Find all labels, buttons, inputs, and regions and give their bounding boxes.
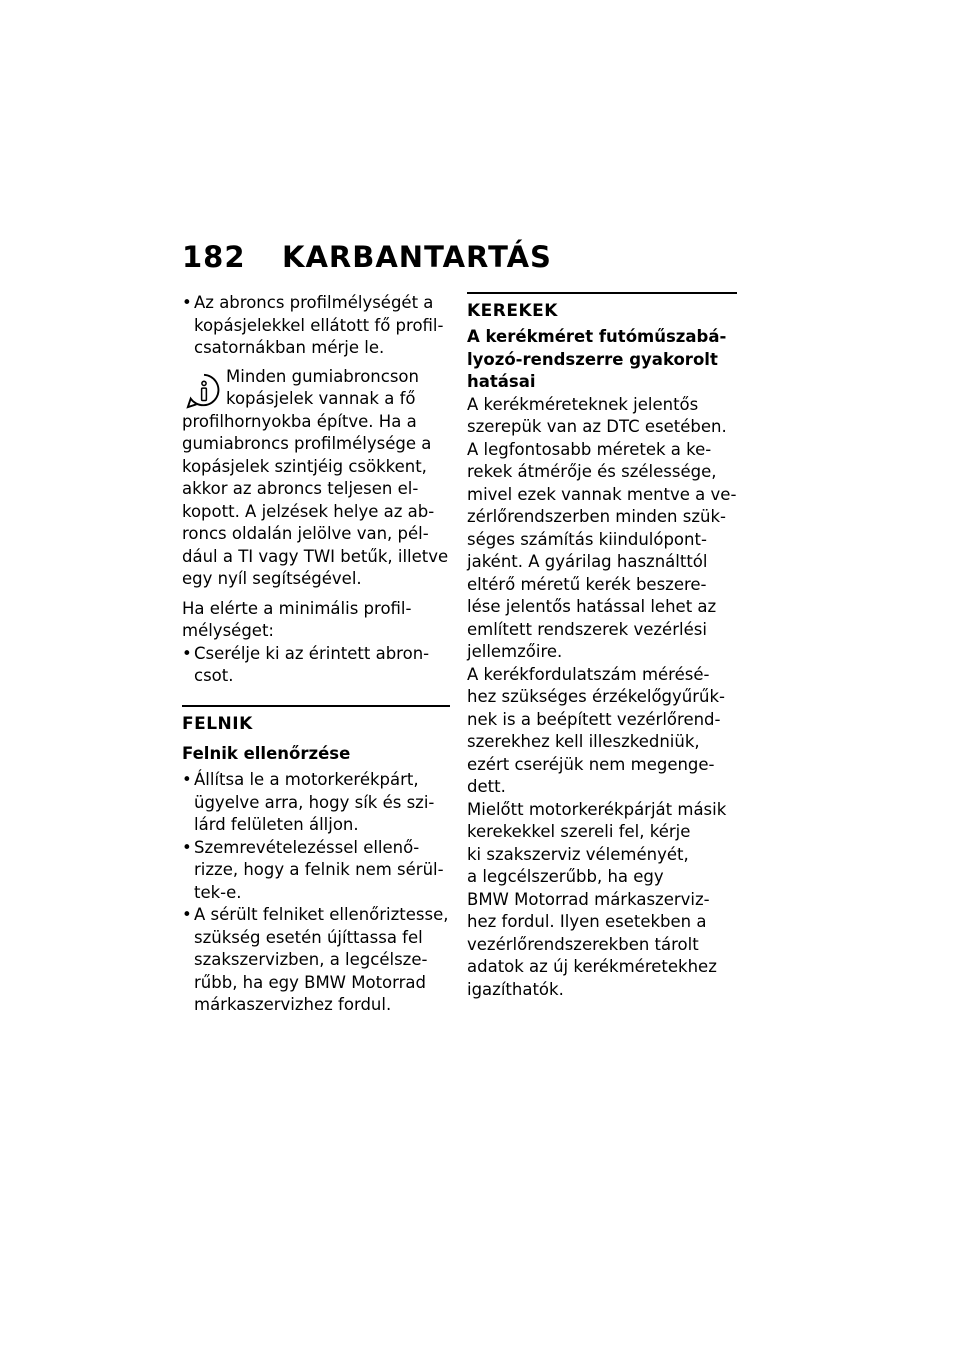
text-line: nek is a beépített vezérlőrend-: [467, 709, 721, 729]
text-line: A legfontosabb méretek a ke-: [467, 439, 712, 459]
text-line: rekek átmérője és szélessége,: [467, 462, 717, 481]
text-line: profilhornyokba építve. Ha a: [182, 411, 417, 431]
felnik-bullet-1: [182, 769, 450, 837]
right-column: [467, 292, 737, 1001]
text-line: zérlőrendszerben minden szük-: [467, 507, 726, 526]
chapter-title: KARBANTARTÁS: [282, 240, 552, 274]
section-divider: [467, 292, 737, 294]
text-line: séges számítás kiindulópont-: [467, 529, 707, 549]
text-line: szakszervizben, a legcélsze-: [194, 950, 428, 969]
text-line: A kerékméreteknek jelentős: [467, 394, 699, 414]
paragraph-sensor-rings: [467, 664, 737, 799]
text-line: hatásai: [467, 372, 536, 391]
text-line: egy nyíl segítségével.: [182, 569, 362, 588]
text-line: mivel ezek vannak mentve a ve-: [467, 484, 737, 504]
text-line: ki szakszerviz véleményét,: [467, 844, 689, 864]
text-line: Cserélje ki az érintett abron-: [194, 643, 430, 663]
bullet-icon: •: [182, 643, 192, 663]
text-line: jellemzőire.: [467, 642, 563, 661]
text-line: roncs oldalán jelölve van, pél-: [182, 524, 429, 543]
info-note: [182, 366, 450, 591]
text-line: ezért cseréjük nem megenge-: [467, 754, 715, 774]
text-line: A kerékméret futóműszabá-: [467, 327, 727, 346]
info-icon: [185, 372, 223, 410]
text-line: lése jelentős hatással lehet az: [467, 597, 717, 616]
text-line: mélységet:: [182, 621, 274, 640]
paragraph-wheel-size: [467, 394, 737, 664]
text-line: dául a TI vagy TWI betűk, illetve: [182, 546, 449, 566]
text-line: a legcélszerűbb, ha egy: [467, 867, 664, 886]
text-line: márkaszervizhez fordul.: [194, 995, 392, 1014]
bullet-icon: •: [182, 770, 192, 789]
subsection-title: [467, 326, 737, 394]
text-line: rizze, hogy a felnik nem sérül-: [194, 860, 444, 879]
text-line: hez fordul. Ilyen esetekben a: [467, 912, 707, 931]
text-line: A sérült felniket ellenőriztesse,: [194, 905, 449, 924]
min-depth-paragraph: [182, 598, 450, 643]
subsection-title: Felnik ellenőrzése: [182, 743, 351, 763]
text-line: dett.: [467, 777, 506, 796]
page-number: 182: [182, 240, 246, 274]
text-line: szerepük van az DTC esetében.: [467, 417, 727, 436]
text-line: lyozó-rendszerre gyakorolt: [467, 349, 718, 369]
bullet-icon: •: [182, 293, 192, 312]
text-line: kopásjelekkel ellátott fő profil-: [194, 315, 444, 335]
page-header: [182, 240, 552, 274]
text-line: szerekhez kell illeszkedniük,: [467, 732, 700, 751]
text-line: lárd felületen álljon.: [194, 815, 359, 834]
text-line: kerekekkel szereli fel, kérje: [467, 822, 691, 841]
text-line: kopásjelek vannak a fő: [226, 389, 416, 408]
section-divider: [182, 705, 450, 707]
text-line: Mielőtt motorkerékpárját másik: [467, 799, 727, 819]
text-line: Az abroncs profilmélységét a: [194, 293, 434, 312]
text-line: Ha elérte a minimális profil-: [182, 598, 412, 618]
text-line: említett rendszerek vezérlési: [467, 619, 707, 639]
paragraph-workshop-advice: [467, 799, 737, 1002]
text-line: kopott. A jelzések helye az ab-: [182, 501, 435, 521]
text-line: csot.: [194, 666, 234, 685]
text-line: jaként. A gyárilag használttól: [467, 552, 708, 571]
text-line: gumiabroncs profilmélysége a: [182, 434, 432, 453]
section-title: FELNIK: [182, 713, 253, 734]
bullet-icon: •: [182, 837, 192, 857]
text-line: adatok az új kerékméretekhez: [467, 957, 717, 976]
text-line: hez szükséges érzékelőgyűrűk-: [467, 687, 725, 706]
text-line: Állítsa le a motorkerékpárt,: [194, 770, 419, 789]
text-line: eltérő méretű kerék beszere-: [467, 574, 707, 594]
text-line: Minden gumiabroncson: [226, 366, 419, 386]
text-line: BMW Motorrad márkaszerviz-: [467, 889, 710, 909]
text-line: kopásjelek szintjéig csökkent,: [182, 456, 427, 476]
text-line: Szemrevételezéssel ellenő-: [194, 837, 420, 857]
section-title: KEREKEK: [467, 301, 558, 321]
text-line: rűbb, ha egy BMW Motorrad: [194, 972, 426, 992]
left-column: [182, 292, 450, 1017]
text-line: ügyelve arra, hogy sík és szi-: [194, 792, 435, 812]
bullet-icon: •: [182, 905, 192, 924]
text-line: csatornákban mérje le.: [194, 338, 385, 357]
text-line: akkor az abroncs teljesen el-: [182, 479, 419, 498]
felnik-bullet-3: [182, 904, 450, 1017]
text-line: szükség esetén újíttassa fel: [194, 927, 423, 947]
felnik-bullet-2: [182, 837, 450, 905]
text-line: vezérlőrendszerekben tárolt: [467, 934, 699, 954]
intro-bullet: [182, 292, 450, 360]
replace-bullet: [182, 643, 450, 688]
text-line: A kerékfordulatszám mérésé-: [467, 664, 710, 684]
text-line: igazíthatók.: [467, 979, 564, 999]
text-line: tek-e.: [194, 882, 242, 902]
